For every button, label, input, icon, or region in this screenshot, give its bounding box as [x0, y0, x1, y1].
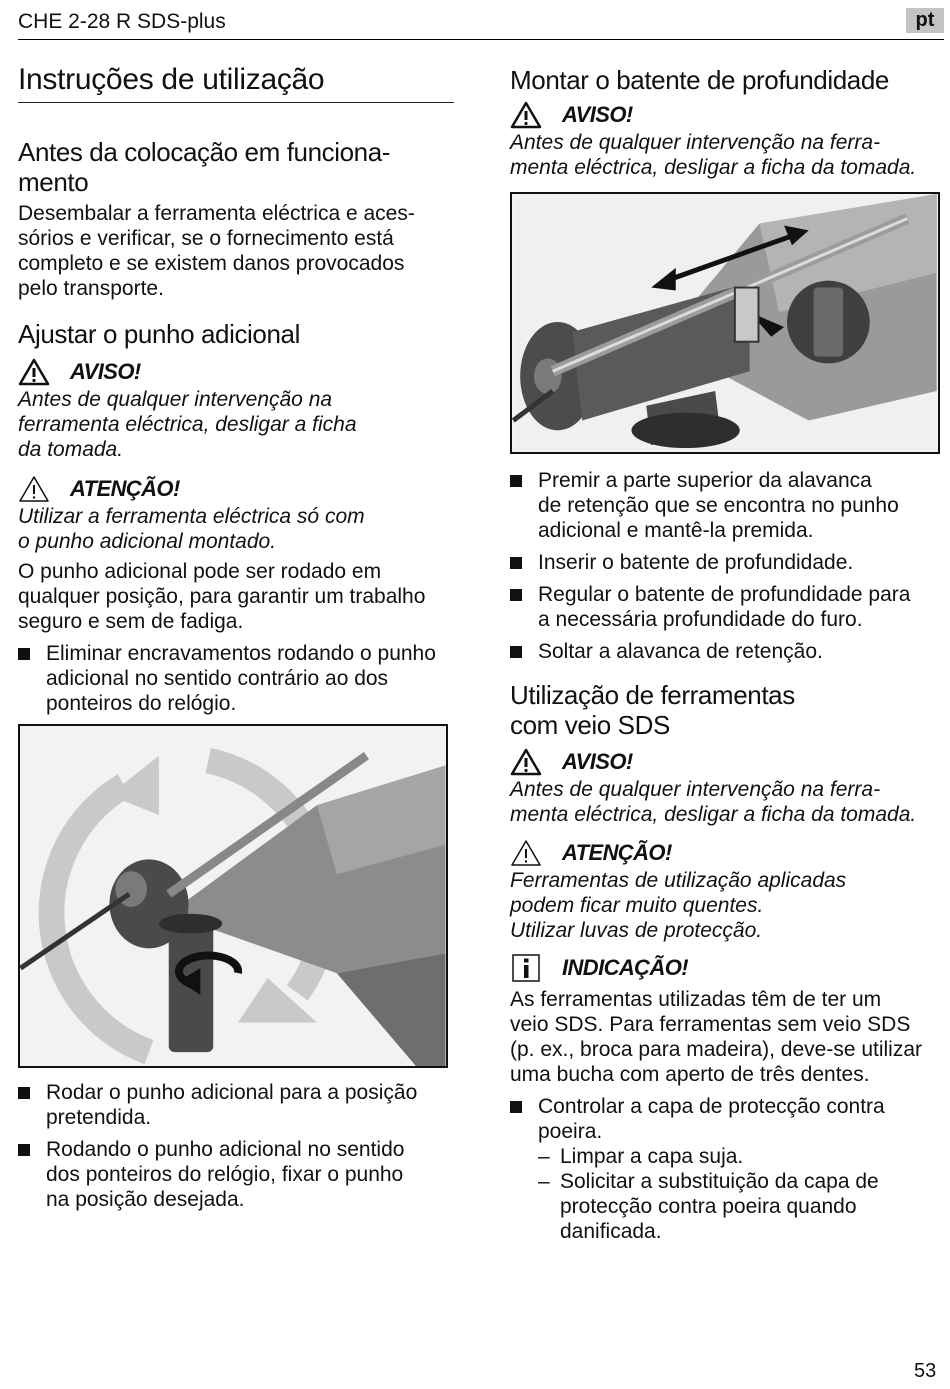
list-item	[510, 550, 946, 575]
unpack-paragraph	[18, 201, 454, 301]
text-line: Inserir o batente de profundidade.	[538, 551, 854, 574]
text-line: Controlar a capa de protecção contra	[538, 1095, 885, 1118]
list-item	[510, 468, 946, 543]
text-line: Eliminar encravamentos rodando o punho	[46, 642, 436, 665]
text-line: Antes de qualquer intervenção na ferra-	[510, 131, 881, 154]
indicacao-label: INDICAÇÃO!	[562, 955, 688, 980]
heading-line: com veio SDS	[510, 710, 670, 740]
atencao-text	[510, 868, 946, 943]
list-item	[510, 1094, 946, 1144]
list-item	[510, 639, 946, 664]
warning-triangle-icon	[510, 101, 542, 129]
page-number: 53	[914, 1360, 937, 1382]
text-line: Soltar a alavanca de retenção.	[538, 640, 823, 663]
text-line: ponteiros do relógio.	[46, 692, 237, 715]
section-heading-before-use	[18, 137, 454, 197]
heading-line: Utilização de ferramentas	[510, 680, 795, 710]
text-line: da tomada.	[18, 438, 124, 461]
text-line: Desembalar a ferramenta eléctrica e aces-	[18, 202, 415, 225]
caution-triangle-icon	[510, 839, 542, 867]
text-line: danificada.	[560, 1220, 662, 1243]
text-line: o punho adicional montado.	[18, 530, 277, 553]
text-line: Regular o batente de profundidade para	[538, 583, 911, 606]
warning-triangle-icon	[18, 358, 50, 386]
text-line: uma bucha com aperto de três dentes.	[510, 1063, 870, 1086]
text-line: de retenção que se encontra no punho	[538, 494, 899, 517]
text-line: Utilizar a ferramenta eléctrica só com	[18, 505, 365, 528]
text-line: menta eléctrica, desligar a ficha da tomada.	[510, 156, 917, 179]
aviso-text	[510, 777, 946, 827]
drill-rotate-handle-illustration	[20, 726, 446, 1066]
text-line: Limpar a capa suja.	[560, 1145, 744, 1168]
list-item	[510, 1169, 946, 1244]
text-line: qualquer posição, para garantir um trabalho	[18, 585, 426, 608]
atencao-header	[510, 838, 946, 868]
drill-depth-stop-illustration	[512, 194, 938, 452]
aviso-label: AVISO!	[562, 102, 633, 127]
bullet-list-depth-stop	[510, 468, 946, 664]
header-title: CHE 2-28 R SDS-plus	[18, 10, 226, 33]
text-line: As ferramentas utilizadas têm de ter um	[510, 988, 882, 1011]
left-column	[18, 60, 454, 1212]
section-heading-sds-tools	[510, 680, 946, 740]
right-column	[510, 60, 946, 1244]
list-item	[18, 641, 454, 716]
text-line: pretendida.	[46, 1106, 152, 1129]
text-line: protecção contra poeira quando	[560, 1195, 857, 1218]
bullet-list-rotate	[18, 1080, 454, 1212]
atencao-text	[18, 504, 454, 554]
text-line: Antes de qualquer intervenção na ferra-	[510, 778, 881, 801]
aviso-text	[510, 130, 946, 180]
section-heading-handle: Ajustar o punho adicional	[18, 319, 300, 349]
list-item	[18, 1137, 454, 1212]
text-line: Rodar o punho adicional para a posição	[46, 1081, 418, 1104]
atencao-label: ATENÇÃO!	[70, 476, 180, 501]
figure-depth-stop	[510, 192, 940, 454]
text-line: Premir a parte superior da alavanca	[538, 469, 872, 492]
text-line: Utilizar luvas de protecção.	[510, 919, 763, 942]
text-line: podem ficar muito quentes.	[510, 894, 764, 917]
text-line: dos ponteiros do relógio, fixar o punho	[46, 1163, 404, 1186]
text-line: a necessária profundidade do furo.	[538, 608, 863, 631]
caution-triangle-icon	[18, 475, 50, 503]
heading-line: Antes da colocação em funciona-	[18, 137, 391, 167]
text-line: menta eléctrica, desligar a ficha da tomada.	[510, 803, 917, 826]
warning-triangle-icon	[510, 748, 542, 776]
list-item	[510, 1144, 946, 1169]
dash-list-dust-cap	[510, 1144, 946, 1244]
aviso-header	[18, 357, 454, 387]
header-rule	[18, 39, 944, 40]
main-title: Instruções de utilização	[18, 60, 454, 103]
list-item	[18, 1080, 454, 1130]
section-heading-depth-stop: Montar o batente de profundidade	[510, 65, 889, 95]
bullet-list-unjam	[18, 641, 454, 716]
text-line: Ferramentas de utilização aplicadas	[510, 869, 847, 892]
atencao-label: ATENÇÃO!	[562, 840, 672, 865]
language-badge: pt	[906, 8, 944, 33]
list-item	[510, 582, 946, 632]
aviso-text	[18, 387, 454, 462]
aviso-label: AVISO!	[562, 749, 633, 774]
text-line: pelo transporte.	[18, 277, 164, 300]
text-line: veio SDS. Para ferramentas sem veio SDS	[510, 1013, 911, 1036]
aviso-label: AVISO!	[70, 359, 141, 384]
text-line: adicional no sentido contrário ao dos	[46, 667, 389, 690]
text-line: ferramenta eléctrica, desligar a ficha	[18, 413, 357, 436]
indicacao-header	[510, 953, 946, 983]
atencao-header	[18, 474, 454, 504]
text-line: sórios e verificar, se o fornecimento está	[18, 227, 394, 250]
aviso-header	[510, 747, 946, 777]
text-line: seguro e sem de fadiga.	[18, 610, 244, 633]
text-line: (p. ex., broca para madeira), deve-se utilizar	[510, 1038, 923, 1061]
text-line: na posição desejada.	[46, 1188, 245, 1211]
info-icon	[510, 954, 542, 982]
text-line: O punho adicional pode ser rodado em	[18, 560, 382, 583]
text-line: poeira.	[538, 1120, 603, 1143]
bullet-list-dust-cap	[510, 1094, 946, 1144]
text-line: Rodando o punho adicional no sentido	[46, 1138, 405, 1161]
text-line: Antes de qualquer intervenção na	[18, 388, 333, 411]
aviso-header	[510, 100, 946, 130]
text-line: Solicitar a substituição da capa de	[560, 1170, 879, 1193]
text-line: completo e se existem danos provocados	[18, 252, 405, 275]
sds-paragraph	[510, 987, 946, 1087]
handle-paragraph	[18, 559, 454, 634]
heading-line: mento	[18, 167, 89, 197]
text-line: adicional e mantê-la premida.	[538, 519, 814, 542]
figure-rotate-handle	[18, 724, 448, 1068]
